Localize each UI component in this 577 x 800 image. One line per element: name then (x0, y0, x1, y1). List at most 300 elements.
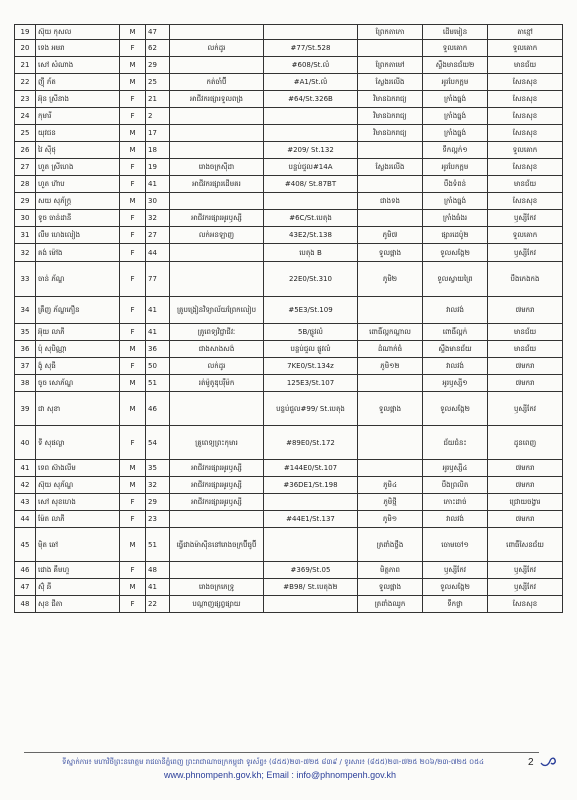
row-commune: ដើមមៀន (423, 25, 488, 40)
row-house-street: #89E0/St.172 (264, 426, 358, 460)
initial-mark (540, 754, 558, 768)
row-occupation: ជាងសាងសង់ (170, 341, 264, 358)
table-row (15, 91, 563, 108)
row-sex: F (120, 227, 146, 244)
row-sex: M (120, 392, 146, 426)
row-occupation (170, 142, 264, 159)
row-village: ពោធិ៍ល្អកណ្ដាល (358, 324, 423, 341)
row-occupation: អាជីវករផ្សារដើមគរ (170, 176, 264, 193)
row-house-street: #44E1/St.137 (264, 511, 358, 528)
page-number: 2 (528, 757, 534, 768)
row-house-street (264, 528, 358, 562)
row-house-street: #408/ St.87BT (264, 176, 358, 193)
row-house-street: #A1/St.លំ (264, 74, 358, 91)
row-house-street (264, 494, 358, 511)
row-number: 45 (15, 528, 36, 562)
row-district: សែនសុខ (488, 125, 563, 142)
row-occupation: លក់ដូរ (170, 358, 264, 375)
row-commune: ចោមចៅ១ (423, 528, 488, 562)
table-row (15, 341, 563, 358)
row-sex: F (120, 244, 146, 262)
row-sex: F (120, 324, 146, 341)
row-house-street: #608/St.លំ (264, 57, 358, 74)
row-occupation (170, 108, 264, 125)
row-sex: F (120, 426, 146, 460)
table-row (15, 358, 563, 375)
table-row (15, 57, 563, 74)
row-house-street: បន្ទប់ជួល#14A (264, 159, 358, 176)
row-name: អ៊ុន ស្រីនាង (36, 91, 120, 108)
row-occupation (170, 125, 264, 142)
row-number: 20 (15, 40, 36, 57)
row-district: ៧មករា (488, 511, 563, 528)
row-sex: M (120, 375, 146, 392)
row-sex: F (120, 159, 146, 176)
row-village: ដំណាក់ធំ (358, 341, 423, 358)
row-occupation: គ្រូពេទ្យព្រះកុមារ (170, 426, 264, 460)
row-house-street (264, 193, 358, 210)
row-village: មិត្តភាព (358, 562, 423, 579)
row-commune: វាលវង់ (423, 511, 488, 528)
row-commune: បឹងទំពន់ (423, 176, 488, 193)
row-commune: ស្ទឹងមានជ័យ (423, 341, 488, 358)
row-sex: F (120, 262, 146, 297)
row-village: វិមានឯករាជ្យ (358, 108, 423, 125)
row-district: ទួលគោក (488, 227, 563, 244)
row-house-street (264, 108, 358, 125)
row-occupation (170, 25, 264, 40)
row-name: សយ សុភ័ក្ត្រ (36, 193, 120, 210)
row-age: 62 (146, 40, 170, 57)
row-number: 32 (15, 244, 36, 262)
row-occupation: អាជីវករផ្សារទួលពង្រ (170, 91, 264, 108)
row-name: ស៊ុយ សុភ័ណ្ឌ (36, 477, 120, 494)
row-name: ទូច ចាន់ដានី (36, 210, 120, 227)
row-age: 41 (146, 579, 170, 596)
row-commune: ពោធិ៍ល្អក់ (423, 324, 488, 341)
table-row (15, 159, 563, 176)
row-sex: F (120, 297, 146, 324)
table-row (15, 74, 563, 91)
row-commune: ជ័យជំនះ (423, 426, 488, 460)
row-village: ភូមិ៧ (358, 227, 423, 244)
row-commune: ផ្សារដេប៉ូ២ (423, 227, 488, 244)
row-age: 18 (146, 142, 170, 159)
row-house-street: បេតុង B (264, 244, 358, 262)
row-commune: ទួលសង្កែ២ (423, 244, 488, 262)
row-name: ស៊ុំ ឆី (36, 579, 120, 596)
row-sex: F (120, 511, 146, 528)
row-age: 23 (146, 511, 170, 528)
row-occupation: អាជីវករផ្សារអូរឫស្សី (170, 460, 264, 477)
row-village: ទួលផ្អាង (358, 392, 423, 426)
row-district: មានជ័យ (488, 324, 563, 341)
row-number: 41 (15, 460, 36, 477)
row-age: 17 (146, 125, 170, 142)
row-district: ឫស្សីកែវ (488, 244, 563, 262)
row-age: 29 (146, 57, 170, 74)
row-village (358, 375, 423, 392)
row-house-street: 43E2/St.138 (264, 227, 358, 244)
row-district: សែនសុខ (488, 74, 563, 91)
row-age: 27 (146, 227, 170, 244)
row-commune: ទួលសង្កែ២ (423, 392, 488, 426)
row-district: សែនសុខ (488, 108, 563, 125)
row-sex: F (120, 596, 146, 613)
row-number: 44 (15, 511, 36, 528)
row-name: កុមារី (36, 108, 120, 125)
row-age: 2 (146, 108, 170, 125)
row-village: ភូមិថ្មី (358, 494, 423, 511)
row-district: ៧មករា (488, 358, 563, 375)
row-number: 33 (15, 262, 36, 297)
row-sex: F (120, 562, 146, 579)
row-district: ៧មករា (488, 460, 563, 477)
row-occupation: រោងចក្រស៊ីដា (170, 159, 264, 176)
row-commune: ក្រាំងធ្នង់ (423, 193, 488, 210)
row-village: ភូមិ៤ (358, 477, 423, 494)
row-number: 31 (15, 227, 36, 244)
row-number: 47 (15, 579, 36, 596)
row-occupation (170, 57, 264, 74)
row-name: យុវជន (36, 125, 120, 142)
row-district: ជ្រោយចង្វារ (488, 494, 563, 511)
row-village: ភូមិ២ (358, 262, 423, 297)
row-number: 28 (15, 176, 36, 193)
row-sex: M (120, 341, 146, 358)
row-number: 23 (15, 91, 36, 108)
row-sex: F (120, 176, 146, 193)
row-commune: ទឹកថ្លា (423, 596, 488, 613)
row-sex: M (120, 142, 146, 159)
row-number: 48 (15, 596, 36, 613)
row-commune: អូរឫស្សី១ (423, 375, 488, 392)
row-district: ៧មករា (488, 375, 563, 392)
row-commune: ក្រាំងធ្នង់ (423, 108, 488, 125)
row-village: ទួលផ្អាង (358, 579, 423, 596)
row-commune: អូរឫស្សី៤ (423, 460, 488, 477)
row-name: ទេង អមរា (36, 40, 120, 57)
row-age: 46 (146, 392, 170, 426)
row-number: 34 (15, 297, 36, 324)
row-house-street: 22E0/St.310 (264, 262, 358, 297)
row-village (358, 176, 423, 193)
row-number: 38 (15, 375, 36, 392)
row-occupation: អាជីវករផ្សារអូរឫស្សី (170, 210, 264, 227)
row-age: 44 (146, 244, 170, 262)
row-district: សែនសុខ (488, 159, 563, 176)
row-district: មានជ័យ (488, 57, 563, 74)
row-age: 35 (146, 460, 170, 477)
table-row (15, 125, 563, 142)
row-commune: ស្ទឹងមានជ័យ២ (423, 57, 488, 74)
row-number: 39 (15, 392, 36, 426)
table-row (15, 262, 563, 297)
row-number: 26 (15, 142, 36, 159)
row-house-street: #36DE1/St.198 (264, 477, 358, 494)
row-district: តាខ្មៅ (488, 25, 563, 40)
row-commune: វាលវង់ (423, 358, 488, 375)
row-occupation (170, 511, 264, 528)
row-village: ភូមិ១២ (358, 358, 423, 375)
row-name: ទេព ស៊ាងលីម (36, 460, 120, 477)
table-row (15, 562, 563, 579)
row-house-street: 5B/ផ្លូវលំ (264, 324, 358, 341)
row-name: ង៉ូ សុធី (36, 358, 120, 375)
row-age: 51 (146, 528, 170, 562)
table-row (15, 176, 563, 193)
row-age: 77 (146, 262, 170, 297)
row-sex: F (120, 210, 146, 227)
row-district: ដូនពេញ (488, 426, 563, 460)
row-age: 50 (146, 358, 170, 375)
table-row (15, 392, 563, 426)
row-village (358, 297, 423, 324)
row-district: ឫស្សីកែវ (488, 392, 563, 426)
row-house-street (264, 125, 358, 142)
case-list-table (14, 24, 563, 613)
row-occupation: រោងចក្រភេទ្រូ (170, 579, 264, 596)
table-row (15, 426, 563, 460)
row-name: ស៊ុយ កុសល (36, 25, 120, 40)
row-commune: ទួលស្វាយព្រៃ (423, 262, 488, 297)
row-village: ទួលផ្អាង (358, 244, 423, 262)
row-house-street: #144E0/St.107 (264, 460, 358, 477)
row-occupation: រត់ម៉ូតូឌុបរ៉ឺម៉ក (170, 375, 264, 392)
row-name: ម៉ែត លាភី (36, 511, 120, 528)
table-row (15, 25, 563, 40)
row-house-street: #209/ St.132 (264, 142, 358, 159)
row-number: 21 (15, 57, 36, 74)
row-age: 21 (146, 91, 170, 108)
row-village (358, 426, 423, 460)
row-commune: កោះដាច់ (423, 494, 488, 511)
row-age: 48 (146, 562, 170, 579)
row-commune: ក្រាំងធំងរ (423, 210, 488, 227)
table-row (15, 579, 563, 596)
row-number: 36 (15, 341, 36, 358)
row-sex: F (120, 494, 146, 511)
row-name: ប៉ុ សុបិណ្ណា (36, 341, 120, 358)
table-row (15, 477, 563, 494)
row-age: 41 (146, 324, 170, 341)
row-commune: ទួលគោក (423, 40, 488, 57)
row-number: 22 (15, 74, 36, 91)
row-sex: F (120, 91, 146, 108)
row-sex: M (120, 460, 146, 477)
row-commune: ទឹកល្អក់១ (423, 142, 488, 159)
row-number: 25 (15, 125, 36, 142)
table-row (15, 511, 563, 528)
row-occupation (170, 392, 264, 426)
row-age: 54 (146, 426, 170, 460)
row-sex: M (120, 477, 146, 494)
row-age: 32 (146, 210, 170, 227)
row-age: 41 (146, 297, 170, 324)
row-name: គង់ ម៉ៅង (36, 244, 120, 262)
row-sex: M (120, 57, 146, 74)
row-district: សែនសុខ (488, 193, 563, 210)
row-age: 41 (146, 176, 170, 193)
row-sex: M (120, 528, 146, 562)
row-occupation: គ្រូពេទ្យវិជ្ជាជីវៈ (170, 324, 264, 341)
row-name: លឹម ហេងលៀង (36, 227, 120, 244)
row-number: 30 (15, 210, 36, 227)
row-occupation (170, 193, 264, 210)
row-house-street: បន្ទប់ជួល#99/ St.បេតុង (264, 392, 358, 426)
row-commune: អូរបែកក្អម (423, 159, 488, 176)
row-village: ត្រពាំងថ្លឹង (358, 528, 423, 562)
row-number: 29 (15, 193, 36, 210)
row-village: ភូមិ១ (358, 511, 423, 528)
row-commune: បឹងព្រលិត (423, 477, 488, 494)
row-sex: M (120, 125, 146, 142)
row-age: 30 (146, 193, 170, 210)
row-name: គ្រឹញ ភ័ណ្ឌភឿន (36, 297, 120, 324)
row-number: 19 (15, 25, 36, 40)
row-village: វិមានឯករាជ្យ (358, 125, 423, 142)
row-number: 37 (15, 358, 36, 375)
row-village: ព្រែកតាមៅ (358, 57, 423, 74)
row-village: ស្លែងរលើង (358, 74, 423, 91)
row-name: ញ៉ី ភ័ត (36, 74, 120, 91)
row-house-street: 7KE0/St.134z (264, 358, 358, 375)
table-row (15, 210, 563, 227)
row-sex: F (120, 108, 146, 125)
row-number: 43 (15, 494, 36, 511)
row-age: 19 (146, 159, 170, 176)
row-district: មានជ័យ (488, 176, 563, 193)
row-house-street: 125E3/St.107 (264, 375, 358, 392)
row-district: ៧មករា (488, 477, 563, 494)
row-age: 25 (146, 74, 170, 91)
row-house-street: #6C/St.បេតុង (264, 210, 358, 227)
row-district: សែនសុខ (488, 91, 563, 108)
row-village: ព្រែកតាកោ (358, 25, 423, 40)
row-number: 35 (15, 324, 36, 341)
row-age: 32 (146, 477, 170, 494)
row-name: ម៉ិត ឆៅ (36, 528, 120, 562)
row-commune: ទួលសង្កែ២ (423, 579, 488, 596)
footer-divider (24, 752, 539, 753)
row-commune: វាលវង់ (423, 297, 488, 324)
table-row (15, 375, 563, 392)
row-name: សៅ សំណាង (36, 57, 120, 74)
row-number: 42 (15, 477, 36, 494)
row-name: ហួត ហ៊ាប (36, 176, 120, 193)
row-district: ឫស្សីកែវ (488, 579, 563, 596)
row-occupation (170, 244, 264, 262)
row-sex: M (120, 579, 146, 596)
table-row (15, 460, 563, 477)
row-occupation: លក់អនឡាញ (170, 227, 264, 244)
row-name: សៅ សុខហេង (36, 494, 120, 511)
table-row (15, 40, 563, 57)
row-age: 29 (146, 494, 170, 511)
row-commune: ក្រាំងធ្នង់ (423, 91, 488, 108)
row-sex: F (120, 358, 146, 375)
row-age: 36 (146, 341, 170, 358)
row-age: 47 (146, 25, 170, 40)
row-district: ឫស្សីកែវ (488, 562, 563, 579)
table-row (15, 528, 563, 562)
row-house-street: បន្ទប់ជួល ផ្លូវលំ (264, 341, 358, 358)
table-row (15, 297, 563, 324)
row-number: 24 (15, 108, 36, 125)
table-row (15, 108, 563, 125)
row-house-street: #77/St.528 (264, 40, 358, 57)
row-district: មានជ័យ (488, 341, 563, 358)
row-village (358, 40, 423, 57)
row-age: 51 (146, 375, 170, 392)
row-name: ជោង គឹមហួ (36, 562, 120, 579)
row-district: ទួលគោក (488, 40, 563, 57)
row-name: ចូច សោភ័ណ្ឌ (36, 375, 120, 392)
row-district: ៧មករា (488, 297, 563, 324)
row-occupation: អាជីវករផ្សារអូរឫស្សី (170, 494, 264, 511)
row-name: ជា សុខា (36, 392, 120, 426)
row-house-street (264, 596, 358, 613)
row-district: ឫស្សីកែវ (488, 210, 563, 227)
row-house-street (264, 25, 358, 40)
row-commune: អូរបែកក្អម (423, 74, 488, 91)
row-house-street: #369/St.05 (264, 562, 358, 579)
row-sex: M (120, 25, 146, 40)
row-name: ចាន់ ភ័ណ្ឌ (36, 262, 120, 297)
row-number: 27 (15, 159, 36, 176)
row-commune: ក្រាំងធ្នង់ (423, 125, 488, 142)
row-district: សែនសុខ (488, 596, 563, 613)
table-row (15, 494, 563, 511)
table-row (15, 142, 563, 159)
row-occupation: បណ្ដាញផ្សព្វផ្សាយ (170, 596, 264, 613)
row-village (358, 142, 423, 159)
table-row (15, 324, 563, 341)
footer-contact-line: ទីស្នាក់ការ៖ មហាវិថីព្រះនរោត្តម រាជធានីភ្នំពេញ ព្រះរាជាណាចក្រកម្ពុជា ទូរស័ព្ទ៖ (៨៥៥)២៣-៧២៥ ៨៣៩ / ទូរសារ៖ (៨៥៥)២៣-៧២៥ ២០៦/២៣-៧២៥ ០៥៤ (61, 758, 485, 766)
row-commune: ឫស្សីកែវ (423, 562, 488, 579)
row-village: ត្រពាំងឈូក (358, 596, 423, 613)
row-house-street: #64/St.326B (264, 91, 358, 108)
row-sex: F (120, 40, 146, 57)
row-village (358, 460, 423, 477)
row-district: បឹងកេងកង (488, 262, 563, 297)
row-name: វៃ ស៊ីថុ (36, 142, 120, 159)
row-occupation: លក់ដូរ (170, 40, 264, 57)
row-district: ទួលគោក (488, 142, 563, 159)
row-age: 22 (146, 596, 170, 613)
table-row (15, 596, 563, 613)
row-sex: M (120, 193, 146, 210)
row-occupation: កត់ចាំប៊ី (170, 74, 264, 91)
row-village: ជាងទង (358, 193, 423, 210)
row-number: 40 (15, 426, 36, 460)
row-sex: M (120, 74, 146, 91)
table-row (15, 244, 563, 262)
row-name: អ៊ុយ លាភី (36, 324, 120, 341)
table-row (15, 227, 563, 244)
footer-web-email: www.phnompenh.gov.kh; Email : info@phnompenh.gov.kh (164, 770, 396, 780)
row-house-street: #5E3/St.109 (264, 297, 358, 324)
row-occupation: គ្រូបង្រៀនវិទ្យាល័យព្រែកលៀប (170, 297, 264, 324)
row-occupation: ធ្វើជាងម៉ាស៊ីននៅរោងចក្រប៊ីធូប៊ី (170, 528, 264, 562)
table-body (15, 25, 563, 613)
row-occupation: អាជីវករផ្សារអូរឫស្សី (170, 477, 264, 494)
row-occupation (170, 562, 264, 579)
table-row (15, 193, 563, 210)
row-name: ទី សុផល្លា (36, 426, 120, 460)
row-village (358, 210, 423, 227)
row-number: 46 (15, 562, 36, 579)
